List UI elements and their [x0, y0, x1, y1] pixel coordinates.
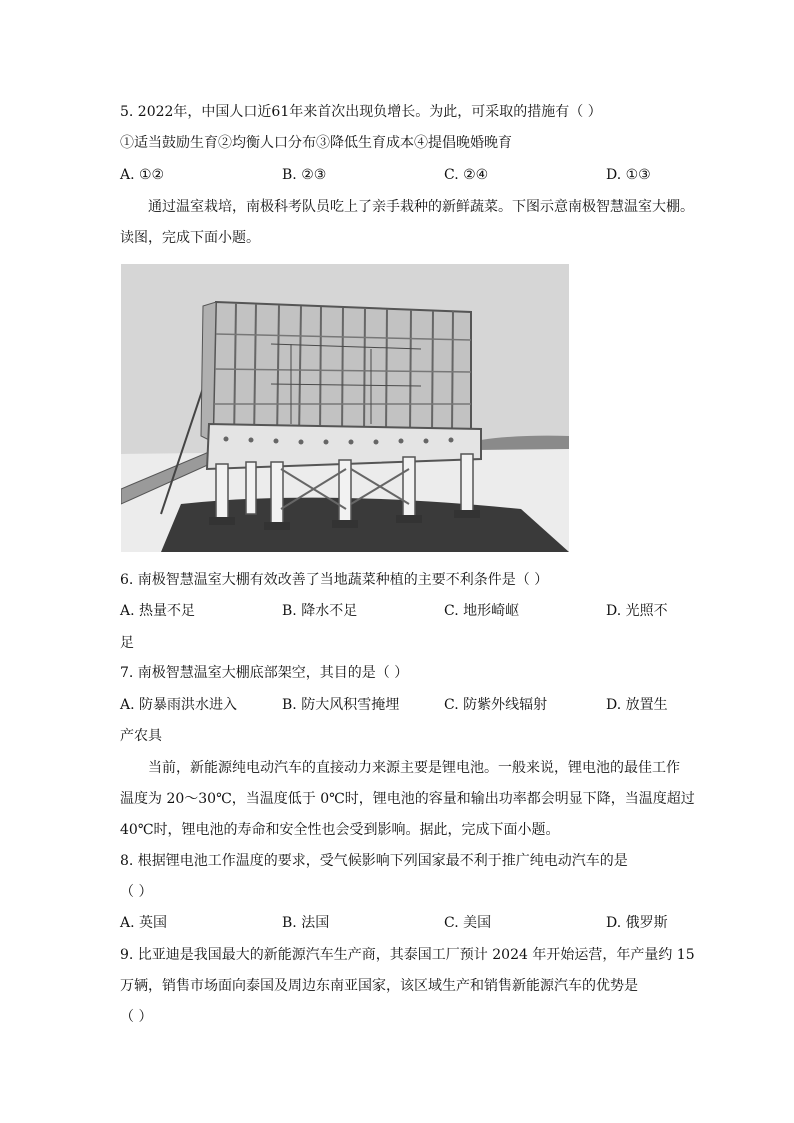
- q7-stem: 7. 南极智慧温室大棚底部架空，其目的是（ ）: [120, 665, 409, 681]
- q9-stem-line2: 万辆，销售市场面向泰国及周边东南亚国家，该区域生产和销售新能源汽车的优势是: [120, 978, 638, 994]
- q6-option-a: A. 热量不足: [120, 603, 196, 619]
- q8-stem: 8. 根据锂电池工作温度的要求，受气候影响下列国家最不利于推广纯电动汽车的是: [120, 853, 628, 869]
- q7-option-a: A. 防暴雨洪水进入: [120, 697, 238, 713]
- intro2-line3: 40℃时，锂电池的寿命和安全性也会受到影响。据此，完成下面小题。: [120, 822, 560, 838]
- intro2-line2: 温度为 20～30℃，当温度低于 0℃时，锂电池的容量和输出功率都会明显下降，当温度超过: [120, 791, 695, 807]
- q8-option-b: B. 法国: [282, 915, 330, 931]
- q6-option-c: C. 地形崎岖: [444, 603, 520, 619]
- q6-option-d: D. 光照不: [606, 603, 668, 619]
- q8-option-a: A. 英国: [120, 915, 168, 931]
- q6-stem: 6. 南极智慧温室大棚有效改善了当地蔬菜种植的主要不利条件是（ ）: [120, 572, 549, 588]
- intro1-line1: 通过温室栽培，南极科考队员吃上了亲手栽种的新鲜蔬菜。下图示意南极智慧温室大棚。: [148, 199, 694, 215]
- q5-items: ①适当鼓励生育②均衡人口分布③降低生育成本④提倡晚婚晚育: [120, 135, 512, 151]
- q6-option-d-wrap: 足: [120, 635, 134, 651]
- greenhouse-photo: [121, 264, 569, 552]
- q7-option-d-wrap: 产农具: [120, 728, 162, 744]
- q8-answer-paren: （ ）: [120, 884, 153, 900]
- q5-option-d: D. ①③: [606, 167, 651, 183]
- intro2-line1: 当前，新能源纯电动汽车的直接动力来源主要是锂电池。一般来说，锂电池的最佳工作: [148, 760, 680, 776]
- q9-answer-paren: （ ）: [120, 1009, 153, 1025]
- intro1-line2: 读图，完成下面小题。: [120, 230, 260, 246]
- q7-option-b: B. 防大风积雪掩埋: [282, 697, 400, 713]
- q5-stem: 5. 2022年，中国人口近61年来首次出现负增长。为此，可采取的措施有（ ）: [120, 104, 602, 120]
- q6-option-b: B. 降水不足: [282, 603, 358, 619]
- q8-option-c: C. 美国: [444, 915, 492, 931]
- q7-option-d: D. 放置生: [606, 697, 668, 713]
- q7-option-c: C. 防紫外线辐射: [444, 697, 548, 713]
- q5-option-c: C. ②④: [444, 167, 489, 183]
- q5-option-b: B. ②③: [282, 167, 327, 183]
- q9-stem-line1: 9. 比亚迪是我国最大的新能源汽车生产商，其泰国工厂预计 2024 年开始运营，年产量约 15: [120, 947, 695, 963]
- q5-option-a: A. ①②: [120, 167, 165, 183]
- q8-option-d: D. 俄罗斯: [606, 915, 668, 931]
